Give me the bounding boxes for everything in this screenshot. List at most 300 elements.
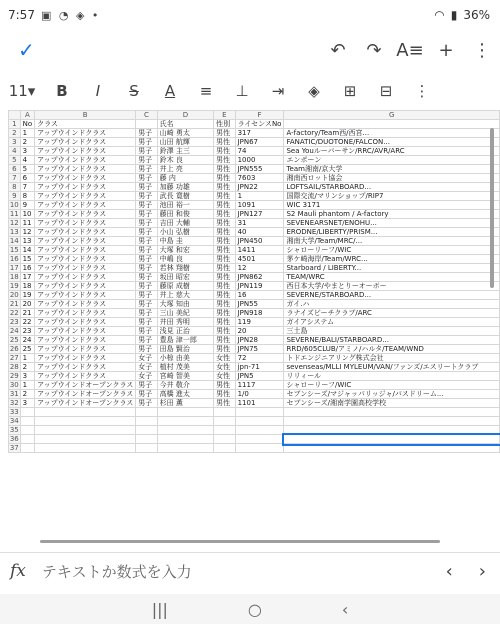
insert-icon[interactable]: + [438, 39, 454, 61]
sheet-cell[interactable]: 男性 [214, 381, 235, 390]
sheet-cell[interactable]: 藤原 成樹 [157, 282, 214, 291]
sheet-cell[interactable]: 11 [20, 219, 35, 228]
sheet-cell[interactable]: 三山 美紀 [157, 309, 214, 318]
sheet-cell[interactable]: アップウインドオープンクラス [35, 390, 136, 399]
sheet-cell[interactable]: TEAM/WRC [284, 273, 500, 282]
sheet-cell[interactable]: 男性 [214, 219, 235, 228]
sheet-cell[interactable] [214, 426, 235, 435]
sheet-cell[interactable]: 18 [20, 282, 35, 291]
sheet-cell[interactable]: 14 [20, 246, 35, 255]
sheet-cell[interactable]: 17 [20, 273, 35, 282]
sheet-cell[interactable] [284, 426, 500, 435]
sheet-cell[interactable]: アップウインドクラス [35, 165, 136, 174]
vertical-align-icon[interactable]: ⊥ [235, 82, 249, 100]
sheet-cell[interactable]: アップウインドクラス [35, 219, 136, 228]
row-number[interactable]: 23 [9, 318, 19, 326]
sheet-cell[interactable]: JPN119 [235, 282, 284, 291]
corner-cell[interactable] [9, 111, 21, 120]
home-icon[interactable]: ○ [247, 599, 262, 619]
sheet-cell[interactable]: JPN75 [235, 345, 284, 354]
sheet-cell[interactable]: 23 [20, 327, 35, 336]
sheet-cell[interactable]: 湘南大学/Team/MRC/... [284, 237, 500, 246]
bold-icon[interactable]: B [56, 82, 68, 100]
sheet-cell[interactable]: 男性 [214, 210, 235, 219]
sheet-cell[interactable]: 男性 [214, 327, 235, 336]
sheet-cell[interactable]: 西日本大学/やまとりーオーボー [284, 282, 500, 291]
sheet-cell[interactable]: 20 [235, 327, 284, 336]
row-number[interactable]: 26 [9, 345, 19, 353]
sheet-cell[interactable]: 鈴木 良 [157, 156, 214, 165]
sheet-cell[interactable]: ガイ.ハ [284, 300, 500, 309]
sheet-cell[interactable]: 男性 [214, 336, 235, 345]
sheet-cell[interactable]: 男子 [136, 210, 157, 219]
sheet-cell[interactable]: 2 [20, 390, 35, 399]
sheet-cell[interactable]: 今井 敬介 [157, 381, 214, 390]
sheet-cell[interactable]: シャローリーフ/WIC [284, 381, 500, 390]
row-number[interactable]: 17 [9, 264, 19, 272]
sheet-cell[interactable] [284, 408, 500, 417]
sheet-cell[interactable]: 男子 [136, 192, 157, 201]
sheet-cell[interactable] [136, 435, 157, 444]
sheet-cell[interactable]: 加藤 功雄 [157, 183, 214, 192]
sheet-cell[interactable]: Team湘南/京大学 [284, 165, 500, 174]
sheet-cell[interactable]: アップウインドクラス [35, 372, 136, 381]
sheet-cell[interactable]: アップウインドクラス [35, 201, 136, 210]
sheet-cell[interactable]: 男子 [136, 291, 157, 300]
sheet-cell[interactable] [20, 408, 35, 417]
sheet-cell[interactable]: 3 [20, 147, 35, 156]
sheet-cell[interactable]: 男子 [136, 255, 157, 264]
row-number[interactable]: 37 [9, 444, 19, 452]
sheet-cell[interactable]: 大塚 和宏 [157, 246, 214, 255]
sheet-cell[interactable]: 男性 [214, 192, 235, 201]
sheet-cell[interactable]: 山田 航輝 [157, 138, 214, 147]
sheet-cell[interactable]: 男性 [214, 246, 235, 255]
sheet-cell[interactable]: 19 [20, 291, 35, 300]
sheet-cell[interactable]: 男子 [136, 174, 157, 183]
sheet-cell[interactable]: アップウインドクラス [35, 210, 136, 219]
sheet-cell[interactable]: クラス [35, 120, 136, 129]
sheet-cell[interactable] [284, 417, 500, 426]
sheet-cell[interactable]: 男性 [214, 300, 235, 309]
sheet-cell[interactable]: 4 [20, 156, 35, 165]
text-wrap-icon[interactable]: ⇥ [271, 82, 285, 100]
sheet-cell[interactable] [35, 444, 136, 453]
format-more-icon[interactable]: ⋮ [414, 82, 430, 100]
sheet-cell[interactable] [157, 417, 214, 426]
sheet-cell[interactable] [157, 426, 214, 435]
sheet-cell[interactable]: 男子 [136, 336, 157, 345]
sheet-cell[interactable]: 茅ケ崎海岸/Team/WRC... [284, 255, 500, 264]
redo-icon[interactable]: ↷ [366, 39, 382, 61]
row-number[interactable]: 13 [9, 228, 19, 236]
sheet-cell[interactable]: 男性 [214, 174, 235, 183]
sheet-cell[interactable]: 1 [235, 192, 284, 201]
sheet-cell[interactable]: JPN5 [235, 372, 284, 381]
horizontal-scrollbar[interactable] [40, 540, 440, 543]
sheet-cell[interactable]: 宮崎 智美 [157, 372, 214, 381]
sheet-cell[interactable]: アップウインドクラス [35, 273, 136, 282]
sheet-cell[interactable]: 男性 [214, 273, 235, 282]
sheet-cell[interactable] [136, 120, 157, 129]
row-number[interactable]: 36 [9, 435, 19, 443]
sheet-cell[interactable]: 22 [20, 318, 35, 327]
sheet-cell[interactable]: 中嶋 良 [157, 255, 214, 264]
row-number[interactable]: 28 [9, 363, 19, 371]
row-number[interactable]: 16 [9, 255, 19, 263]
strikethrough-icon[interactable]: S [129, 82, 139, 100]
sheet-cell[interactable]: 男子 [136, 390, 157, 399]
sheet-cell[interactable] [235, 408, 284, 417]
sheet-cell[interactable]: 女子 [136, 363, 157, 372]
sheet-cell[interactable]: 男子 [136, 309, 157, 318]
sheet-cell[interactable]: セブンシーズ/湘南学園高校学校 [284, 399, 500, 408]
sheet-cell[interactable]: JPN555 [235, 165, 284, 174]
sheet-cell[interactable] [35, 435, 136, 444]
sheet-cell[interactable]: 男性 [214, 237, 235, 246]
sheet-cell[interactable]: 7603 [235, 174, 284, 183]
spreadsheet-grid[interactable] [8, 110, 500, 550]
sheet-cell[interactable]: 317 [235, 129, 284, 138]
sheet-cell[interactable] [136, 417, 157, 426]
sheet-cell[interactable]: アップウインドクラス [35, 192, 136, 201]
sheet-cell[interactable]: アップウインドクラス [35, 264, 136, 273]
sheet-cell[interactable]: ラナイズビーチクラブ/ARC [284, 309, 500, 318]
sheet-cell[interactable]: 男性 [214, 138, 235, 147]
sheet-cell[interactable] [136, 444, 157, 453]
sheet-cell[interactable] [157, 408, 214, 417]
sheet-cell[interactable]: 小椋 由美 [157, 354, 214, 363]
column-header[interactable]: F [235, 111, 284, 120]
sheet-cell[interactable]: 4501 [235, 255, 284, 264]
sheet-cell[interactable]: SEVERNE/STARBOARD... [284, 291, 500, 300]
fill-color-icon[interactable]: ◈ [308, 82, 320, 100]
sheet-cell[interactable]: WIC 3171 [284, 201, 500, 210]
row-number[interactable]: 29 [9, 372, 19, 380]
sheet-cell[interactable] [136, 408, 157, 417]
sheet-cell[interactable]: 1101 [235, 399, 284, 408]
merge-cells-icon[interactable]: ⊟ [379, 82, 393, 100]
row-number[interactable]: 14 [9, 237, 19, 245]
row-number[interactable]: 6 [9, 165, 21, 174]
sheet-cell[interactable]: A-factory/Team西/西宮... [284, 129, 500, 138]
sheet-cell[interactable]: 1 [20, 381, 35, 390]
row-number[interactable]: 9 [9, 192, 21, 201]
sheet-cell[interactable]: 男子 [136, 345, 157, 354]
row-number[interactable]: 15 [9, 246, 19, 254]
sheet-cell[interactable]: SEVENEARSNET/ENOHU... [284, 219, 500, 228]
sheet-cell[interactable]: 男子 [136, 327, 157, 336]
sheet-cell[interactable]: アップウインドクラス [35, 363, 136, 372]
sheet-cell[interactable]: 男性 [214, 309, 235, 318]
sheet-cell[interactable]: アップウインドクラス [35, 138, 136, 147]
sheet-cell[interactable]: 男性 [214, 282, 235, 291]
borders-icon[interactable]: ⊞ [343, 82, 357, 100]
sheet-cell[interactable]: 性別 [214, 120, 235, 129]
row-number[interactable]: 10 [9, 201, 19, 209]
sheet-cell[interactable]: 21 [20, 309, 35, 318]
sheet-cell[interactable] [35, 408, 136, 417]
sheet-cell[interactable]: 6 [20, 174, 35, 183]
sheet-cell[interactable]: 1411 [235, 246, 284, 255]
sheet-cell[interactable]: アップウインドクラス [35, 183, 136, 192]
sheet-cell[interactable] [20, 417, 35, 426]
sheet-cell[interactable]: 男子 [136, 165, 157, 174]
sheet-cell[interactable]: 山崎 勇太 [157, 129, 214, 138]
text-color-icon[interactable]: A [164, 82, 176, 100]
prev-cell-icon[interactable]: ‹ [445, 560, 453, 582]
sheet-cell[interactable]: 1 [20, 354, 35, 363]
sheet-cell[interactable]: 119 [235, 318, 284, 327]
sheet-cell[interactable]: 男子 [136, 156, 157, 165]
horizontal-align-icon[interactable]: ≡ [199, 82, 213, 100]
column-header[interactable]: A [20, 111, 35, 120]
italic-icon[interactable]: I [95, 82, 101, 100]
sheet-cell[interactable]: ERODNE/LIBERTY/PRISM... [284, 228, 500, 237]
sheet-cell[interactable]: 藤 内 [157, 174, 214, 183]
sheet-cell[interactable]: 男子 [136, 264, 157, 273]
column-header[interactable]: B [35, 111, 136, 120]
sheet-cell[interactable]: FANATIC/DUOTONE/FALCON... [284, 138, 500, 147]
sheet-cell[interactable]: 男性 [214, 390, 235, 399]
row-number[interactable]: 18 [9, 273, 19, 281]
back-icon[interactable]: ‹ [341, 599, 349, 619]
sheet-cell[interactable]: 三土島 [284, 327, 500, 336]
sheet-cell[interactable]: 24 [20, 336, 35, 345]
column-header[interactable]: E [214, 111, 235, 120]
sheet-cell[interactable]: セブンシーズ/マジャッパリッジャ/バスドリーム... [284, 390, 500, 399]
sheet-cell[interactable]: 20 [20, 300, 35, 309]
sheet-cell[interactable]: 武長 寛樹 [157, 192, 214, 201]
sheet-cell[interactable]: アップウインドクラス [35, 300, 136, 309]
sheet-cell[interactable] [214, 417, 235, 426]
sheet-cell[interactable]: アップウインドクラス [35, 147, 136, 156]
sheet-cell[interactable]: 国際交流/マリンショップ/RIP7 [284, 192, 500, 201]
sheet-cell[interactable]: アップウインドクラス [35, 228, 136, 237]
sheet-cell[interactable]: 女子 [136, 372, 157, 381]
row-number[interactable]: 20 [9, 291, 19, 299]
sheet-cell[interactable]: 男子 [136, 183, 157, 192]
sheet-cell[interactable]: 3 [20, 372, 35, 381]
sheet-cell[interactable]: JPN862 [235, 273, 284, 282]
sheet-cell[interactable]: アップウインドクラス [35, 291, 136, 300]
sheet-cell[interactable] [20, 426, 35, 435]
row-number[interactable]: 11 [9, 210, 19, 218]
sheet-cell[interactable]: 1091 [235, 201, 284, 210]
sheet-cell[interactable] [284, 444, 500, 453]
sheet-cell[interactable]: 氏名 [157, 120, 214, 129]
sheet-cell[interactable]: 鈴澤 主三 [157, 147, 214, 156]
sheet-cell[interactable] [235, 435, 284, 444]
sheet-cell[interactable]: 男子 [136, 246, 157, 255]
row-number[interactable]: 1 [9, 120, 21, 129]
sheet-cell[interactable] [20, 444, 35, 453]
sheet-cell[interactable]: アップウインドクラス [35, 336, 136, 345]
sheet-cell[interactable]: 池田 裕一 [157, 201, 214, 210]
sheet-cell[interactable]: 男子 [136, 282, 157, 291]
sheet-cell[interactable]: 男子 [136, 381, 157, 390]
sheet-cell[interactable]: アップウインドクラス [35, 129, 136, 138]
sheet-cell[interactable]: 2 [20, 138, 35, 147]
sheet-cell[interactable]: 男性 [214, 165, 235, 174]
sheet-cell[interactable]: 高橋 進太 [157, 390, 214, 399]
sheet-cell[interactable]: 40 [235, 228, 284, 237]
sheet-cell[interactable]: 吉田 大輔 [157, 219, 214, 228]
row-number[interactable]: 8 [9, 183, 21, 192]
sheet-cell[interactable]: シャローリーフ/WIC [284, 246, 500, 255]
sheet-cell[interactable]: アップウインドクラス [35, 237, 136, 246]
sheet-cell[interactable]: 男子 [136, 399, 157, 408]
sheet-cell[interactable]: 大塚 知由 [157, 300, 214, 309]
sheet-cell[interactable]: 男子 [136, 201, 157, 210]
sheet-cell[interactable]: 杉田 薫 [157, 399, 214, 408]
sheet-cell[interactable]: 男子 [136, 138, 157, 147]
sheet-cell[interactable]: 男子 [136, 300, 157, 309]
sheet-cell[interactable]: ガイアシステム [284, 318, 500, 327]
sheet-cell[interactable]: JPN918 [235, 309, 284, 318]
sheet-cell[interactable]: 3 [20, 399, 35, 408]
row-number[interactable]: 19 [9, 282, 19, 290]
sheet-cell[interactable]: 男子 [136, 318, 157, 327]
row-number[interactable]: 32 [9, 399, 19, 407]
sheet-cell[interactable]: S2 Mauli phantom / A-factory [284, 210, 500, 219]
sheet-cell[interactable]: 女性 [214, 372, 235, 381]
sheet-cell[interactable]: アップウインドクラス [35, 327, 136, 336]
sheet-cell[interactable]: 男性 [214, 228, 235, 237]
row-number[interactable]: 35 [9, 426, 19, 434]
sheet-cell[interactable] [235, 417, 284, 426]
sheet-cell[interactable]: アップウインドオープンクラス [35, 399, 136, 408]
sheet-cell[interactable]: JPN127 [235, 210, 284, 219]
sheet-cell[interactable] [157, 435, 214, 444]
sheet-cell[interactable] [235, 426, 284, 435]
sheet-cell[interactable]: 植村 茂美 [157, 363, 214, 372]
row-number[interactable]: 7 [9, 174, 21, 183]
sheet-cell[interactable] [214, 435, 235, 444]
sheet-cell[interactable]: 5 [20, 165, 35, 174]
text-format-icon[interactable]: A≡ [396, 39, 424, 61]
sheet-cell[interactable]: 72 [235, 354, 284, 363]
formula-input[interactable]: テキストか数式を入力 [41, 562, 192, 581]
sheet-cell[interactable]: アップウインドクラス [35, 282, 136, 291]
row-number[interactable]: 34 [9, 417, 19, 425]
sheet-cell[interactable]: 12 [235, 264, 284, 273]
sheet-cell[interactable]: 男性 [214, 183, 235, 192]
sheet-cell[interactable]: 男子 [136, 228, 157, 237]
row-number[interactable]: 33 [9, 408, 19, 416]
sheet-cell[interactable]: アップウインドクラス [35, 318, 136, 327]
sheet-cell[interactable]: 井上 亮 [157, 165, 214, 174]
next-cell-icon[interactable]: › [478, 560, 486, 582]
sheet-cell[interactable]: 井上 慈大 [157, 291, 214, 300]
sheet-cell[interactable]: Starboard / LIBERTY... [284, 264, 500, 273]
sheet-cell[interactable]: JPN28 [235, 336, 284, 345]
sheet-cell[interactable]: トドエンジニアリング株式会社 [284, 354, 500, 363]
sheet-cell[interactable]: 8 [20, 192, 35, 201]
sheet-cell[interactable]: 10 [20, 210, 35, 219]
sheet-cell[interactable] [214, 408, 235, 417]
sheet-cell[interactable] [20, 435, 35, 444]
sheet-cell[interactable]: 浅見 正治 [157, 327, 214, 336]
sheet-cell[interactable]: 男子 [136, 219, 157, 228]
sheet-cell[interactable]: 中島 圭 [157, 237, 214, 246]
sheet-cell[interactable] [157, 444, 214, 453]
sheet-cell[interactable]: アップウインドクラス [35, 255, 136, 264]
sheet-cell[interactable]: SEVERNE/BALI/STARBOARD... [284, 336, 500, 345]
sheet-cell[interactable]: 井田 秀明 [157, 318, 214, 327]
row-number[interactable]: 31 [9, 390, 19, 398]
row-number[interactable]: 12 [9, 219, 19, 227]
sheet-cell[interactable]: アップウインドオープンクラス [35, 381, 136, 390]
more-menu-icon[interactable]: ⋮ [473, 39, 491, 61]
recents-icon[interactable]: ||| [151, 599, 168, 619]
sheet-cell[interactable]: 女子 [136, 354, 157, 363]
sheet-cell[interactable]: アップウインドクラス [35, 246, 136, 255]
sheet-cell[interactable]: アップウインドクラス [35, 174, 136, 183]
sheet-cell[interactable]: アップウインドクラス [35, 354, 136, 363]
sheet-cell[interactable] [35, 417, 136, 426]
row-number[interactable]: 25 [9, 336, 19, 344]
sheet-cell[interactable]: 女性 [214, 354, 235, 363]
sheet-cell[interactable]: リリィール [284, 372, 500, 381]
sheet-cell[interactable] [284, 435, 500, 444]
sheet-cell[interactable]: 男性 [214, 255, 235, 264]
sheet-cell[interactable]: 男性 [214, 345, 235, 354]
sheet-cell[interactable] [284, 120, 500, 129]
sheet-cell[interactable]: 25 [20, 345, 35, 354]
sheet-cell[interactable] [214, 444, 235, 453]
sheet-cell[interactable]: 1/0 [235, 390, 284, 399]
sheet-cell[interactable]: JPN55 [235, 300, 284, 309]
sheet-cell[interactable] [235, 444, 284, 453]
vertical-scrollbar[interactable] [490, 128, 494, 288]
column-header[interactable]: G [284, 111, 500, 120]
row-number[interactable]: 5 [9, 156, 21, 165]
row-number[interactable]: 3 [9, 138, 21, 147]
column-header[interactable]: C [136, 111, 157, 120]
sheet-cell[interactable]: 男性 [214, 129, 235, 138]
column-header[interactable]: D [157, 111, 214, 120]
sheet-cell[interactable]: 男性 [214, 291, 235, 300]
sheet-cell[interactable]: 坂田 昭宏 [157, 273, 214, 282]
sheet-cell[interactable]: 男性 [214, 156, 235, 165]
sheet-cell[interactable]: 7 [20, 183, 35, 192]
sheet-cell[interactable]: 男子 [136, 237, 157, 246]
sheet-cell[interactable]: 女性 [214, 363, 235, 372]
row-number[interactable]: 24 [9, 327, 19, 335]
done-check-icon[interactable]: ✓ [18, 38, 35, 62]
sheet-cell[interactable]: エンポーン [284, 156, 500, 165]
row-number[interactable]: 30 [9, 381, 19, 389]
sheet-cell[interactable]: 13 [20, 237, 35, 246]
sheet-cell[interactable]: LOFTSAIL/STARBOARD... [284, 183, 500, 192]
sheet-cell[interactable]: 湘南西ロット協会 [284, 174, 500, 183]
font-size-dropdown[interactable]: 11▾ [8, 82, 36, 100]
sheet-cell[interactable]: 12 [20, 228, 35, 237]
sheet-cell[interactable]: 男性 [214, 147, 235, 156]
sheet-cell[interactable]: 若林 翔樹 [157, 264, 214, 273]
sheet-cell[interactable]: アップウインドクラス [35, 156, 136, 165]
sheet-cell[interactable]: No [20, 120, 35, 129]
sheet-cell[interactable]: JPN67 [235, 138, 284, 147]
sheet-cell[interactable]: 16 [20, 264, 35, 273]
sheet-cell[interactable]: 31 [235, 219, 284, 228]
row-number[interactable]: 27 [9, 354, 19, 362]
sheet-cell[interactable]: 9 [20, 201, 35, 210]
sheet-cell[interactable]: ライセンスNo [235, 120, 284, 129]
sheet-cell[interactable]: 2 [20, 363, 35, 372]
sheet-cell[interactable]: 1 [20, 129, 35, 138]
